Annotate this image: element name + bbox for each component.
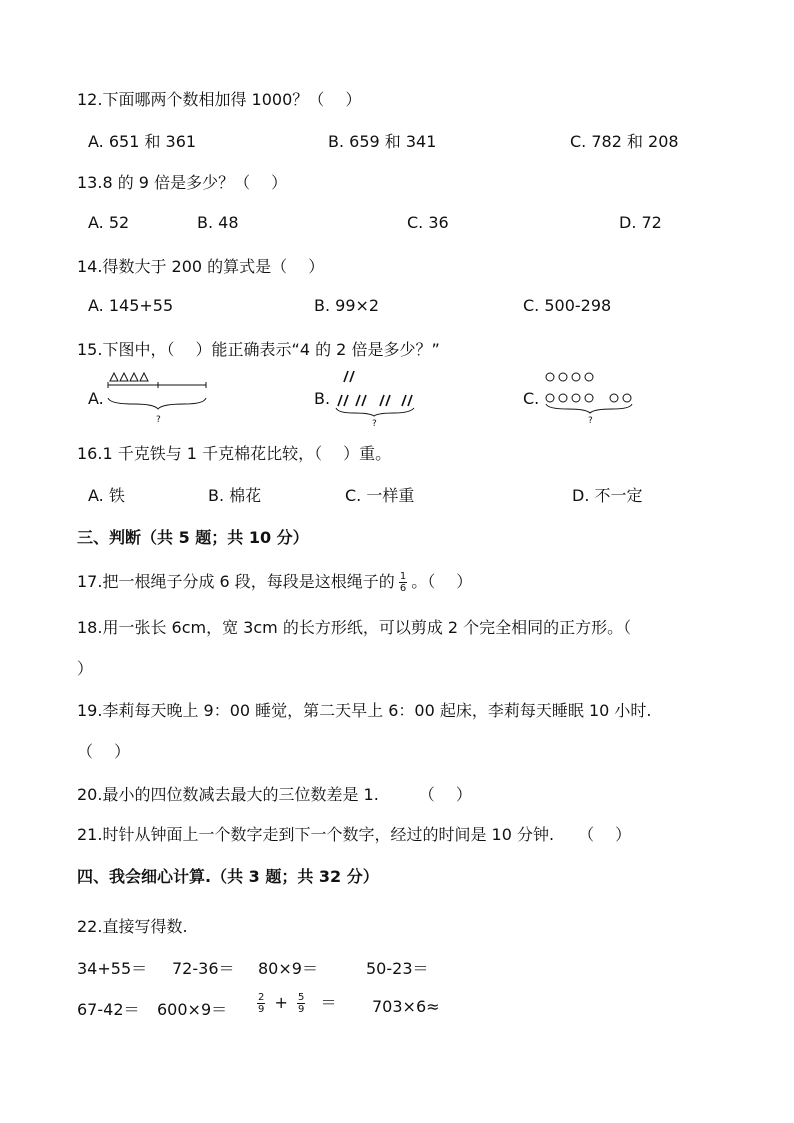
q15-figure-c	[544, 368, 644, 428]
q17-frac-num: 1	[399, 571, 407, 582]
q15-figure-c-question-mark: ?	[588, 416, 593, 426]
q17-stem-after: 。（ ）	[411, 572, 473, 591]
q17-frac-den: 6	[399, 583, 407, 594]
q22-plus: +	[274, 993, 288, 1012]
q22-frac-1-den: 9	[258, 1004, 265, 1015]
q16-option-a: A. 铁	[88, 486, 125, 505]
q22-calc-3: 80×9＝	[258, 959, 318, 978]
q15-figure-a	[104, 368, 214, 428]
q16-option-b: B. 棉花	[208, 486, 262, 505]
q22-calc-4: 50-23＝	[366, 959, 429, 978]
q22-equals: ＝	[320, 993, 337, 1012]
q14-option-b: B. 99×2	[314, 296, 380, 315]
section-4-title: 四、我会细心计算.（共 3 题；共 32 分）	[77, 867, 379, 886]
q13-option-d: D. 72	[619, 213, 662, 232]
q22-calc-6: 600×9＝	[157, 1000, 228, 1019]
question-17	[77, 569, 472, 594]
q12-option-a: A. 651 和 361	[88, 132, 197, 151]
question-13-stem: 13.8 的 9 倍是多少？（ ）	[77, 173, 288, 192]
q13-option-c: C. 36	[407, 213, 449, 232]
q22-calc-1: 34+55＝	[77, 959, 148, 978]
q15-option-b-label: B.	[314, 389, 331, 408]
q17-stem-before: 17.把一根绳子分成 6 段，每段是这根绳子的	[77, 572, 395, 591]
question-20-stem: 20.最小的四位数减去最大的三位数差是 1. （ ）	[77, 785, 472, 804]
q22-calc-7	[253, 990, 336, 1015]
q13-option-b: B. 48	[197, 213, 239, 232]
q22-calc-8: 703×6≈	[372, 997, 440, 1016]
q15-figure-b-question-mark: ?	[372, 419, 377, 429]
q15-option-c-label: C.	[523, 389, 540, 408]
q22-frac-2	[297, 992, 305, 1015]
section-3-title: 三、判断（共 5 题；共 10 分）	[77, 528, 309, 547]
question-16-stem: 16.1 千克铁与 1 千克棉花比较，（ ）重。	[77, 444, 392, 463]
q15-figure-a-question-mark: ?	[156, 415, 161, 425]
question-18-line1: 18.用一张长 6cm，宽 3cm 的长方形纸，可以剪成 2 个完全相同的正方形。（	[77, 618, 632, 637]
q14-option-a: A. 145+55	[88, 296, 174, 315]
q12-option-c: C. 782 和 208	[570, 132, 679, 151]
q15-option-a-label: A.	[88, 389, 104, 408]
q22-frac-2-den: 9	[297, 1004, 305, 1015]
q16-option-c: C. 一样重	[345, 486, 415, 505]
q22-frac-1	[257, 992, 265, 1015]
question-12-stem: 12.下面哪两个数相加得 1000？（ ）	[77, 90, 362, 109]
q13-option-a: A. 52	[88, 213, 130, 232]
q15-figure-b	[334, 368, 424, 428]
q22-calc-2: 72-36＝	[172, 959, 235, 978]
q16-option-d: D. 不一定	[572, 486, 643, 505]
q12-option-b: B. 659 和 341	[328, 132, 437, 151]
question-15-stem: 15.下图中，（ ）能正确表示“4 的 2 倍是多少？”	[77, 340, 440, 359]
question-21-stem: 21.时针从钟面上一个数字走到下一个数字，经过的时间是 10 分钟. （ ）	[77, 825, 632, 844]
question-19-line2: （ ）	[77, 742, 131, 761]
q14-option-c: C. 500-298	[523, 296, 612, 315]
q22-calc-5: 67-42＝	[77, 1000, 140, 1019]
question-22-stem: 22.直接写得数.	[77, 917, 188, 936]
question-19-line1: 19.李莉每天晚上 9：00 睡觉，第二天早上 6：00 起床，李莉每天睡眠 10 小时.	[77, 701, 652, 720]
q17-fraction	[399, 571, 407, 594]
question-18-line2: ）	[77, 659, 94, 678]
q22-frac-2-num: 5	[297, 992, 305, 1003]
question-14-stem: 14.得数大于 200 的算式是（ ）	[77, 257, 325, 276]
q22-frac-1-num: 2	[258, 992, 265, 1003]
